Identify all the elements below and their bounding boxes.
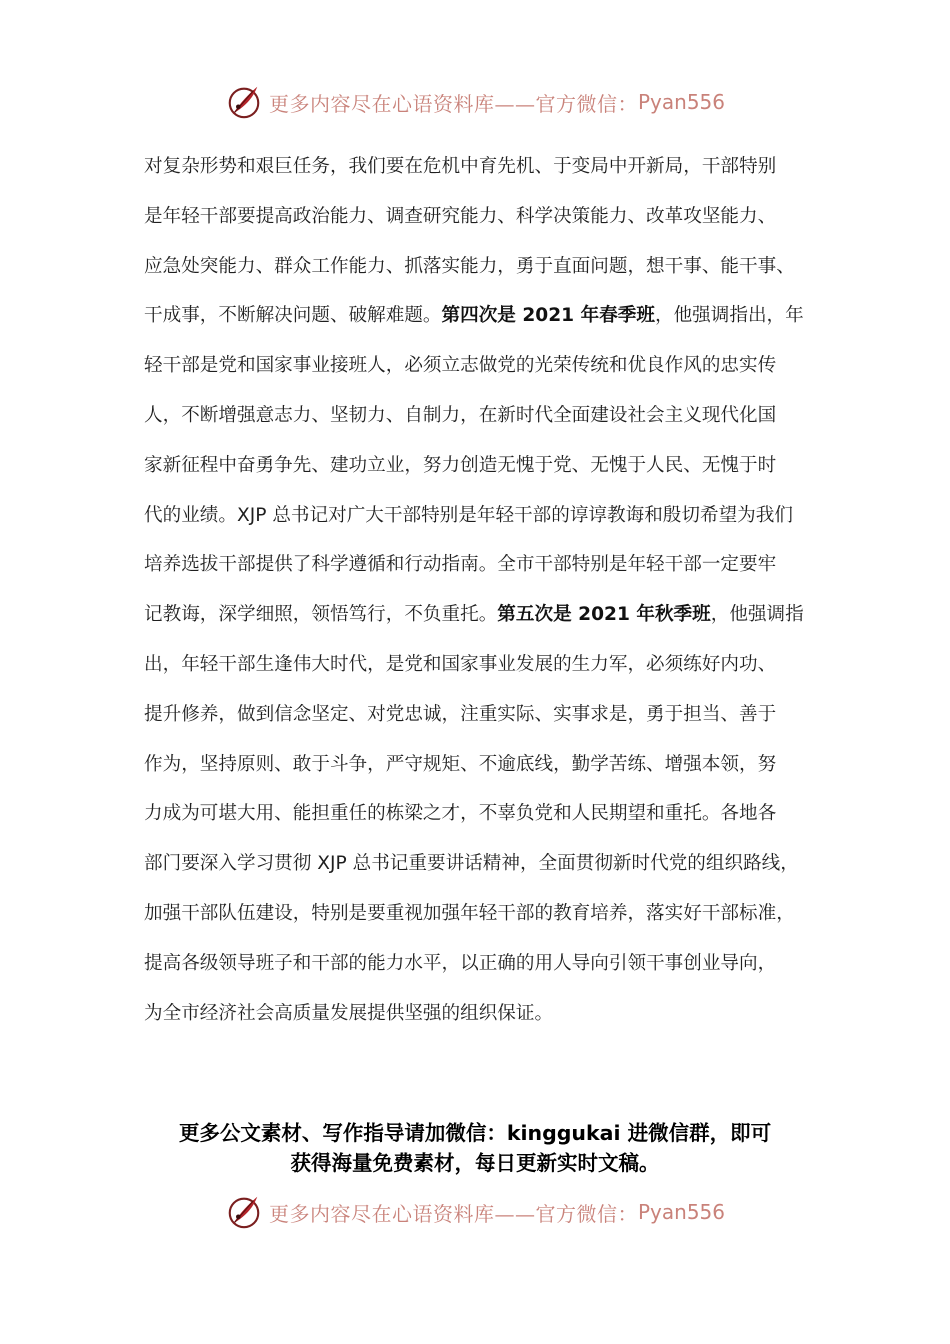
brand-slogan: 更多内容尽在心语资料库——官方微信：: [268, 1201, 638, 1226]
brand-wechat-handle: Pyan556: [637, 1200, 725, 1224]
paragraph-line: [144, 839, 808, 889]
bold-phrase: 第四次是 2021 年春季班: [441, 305, 655, 327]
header-brand: [0, 80, 950, 124]
footer-note: [0, 1118, 950, 1178]
brand-wechat-handle: Pyan556: [637, 90, 725, 114]
paragraph-line: [144, 192, 808, 242]
paragraph-line: [144, 242, 808, 292]
footer-note-line-1: 更多公文素材、写作指导请加微信：kinggukai 进微信群，即可: [178, 1121, 772, 1145]
text-run: 出，年轻干部生逢伟大时代，是党和国家事业发展的生力军，必须练好内功、: [144, 653, 777, 675]
document-body: [144, 142, 808, 1038]
text-run: ，他强调指: [710, 604, 804, 626]
text-run: 家新征程中奋勇争先、建功立业，努力创造无愧于党、无愧于人民、无愧于时: [144, 454, 777, 476]
text-run: 对复杂形势和艰巨任务，我们要在危机中育先机、于变局中开新局，干部特别: [144, 156, 777, 177]
quill-pen-logo-icon: [225, 83, 263, 121]
brand-slogan: 更多内容尽在心语资料库——官方微信：: [268, 91, 638, 116]
paragraph-line: [144, 889, 808, 939]
text-run: 应急处突能力、群众工作能力、抓落实能力，勇于直面问题，想干事、能干事、: [144, 255, 795, 277]
paragraph-line: [144, 640, 808, 690]
paragraph-line: [144, 939, 808, 989]
text-run: 培养选拔干部提供了科学遵循和行动指南。全市干部特别是年轻干部一定要牢: [144, 554, 777, 576]
text-run: 干成事，不断解决问题、破解难题。: [144, 305, 442, 327]
text-run: 轻干部是党和国家事业接班人，必须立志做党的光荣传统和优良作风的忠实传: [144, 355, 777, 377]
text-run: 是年轻干部要提高政治能力、调查研究能力、科学决策能力、改革攻坚能力、: [144, 205, 777, 227]
text-run: 作为，坚持原则、敢于斗争，严守规矩、不逾底线，勤学苦练、增强本领，努: [144, 753, 777, 775]
text-run: 为全市经济社会高质量发展提供坚强的组织保证。: [144, 1002, 554, 1024]
paragraph-line: [144, 491, 808, 541]
paragraph-line: [144, 142, 808, 192]
bold-phrase: 第五次是 2021 年秋季班: [497, 604, 711, 626]
paragraph-line: [144, 989, 808, 1039]
paragraph-line: [144, 540, 808, 590]
text-run: 记教诲，深学细照，领悟笃行，不负重托。: [144, 604, 498, 626]
text-run: ，他强调指出，年: [654, 305, 804, 327]
footer-note-line-2: 获得海量免费素材，每日更新实时文稿。: [290, 1151, 660, 1175]
paragraph-line: [144, 789, 808, 839]
text-run: 提高各级领导班子和干部的能力水平，以正确的用人导向引领干事创业导向，: [144, 952, 777, 974]
text-run: 部门要深入学习贯彻 XJP 总书记重要讲话精神，全面贯彻新时代党的组织路线，: [144, 853, 799, 875]
text-run: 代的业绩。XJP 总书记对广大干部特别是年轻干部的谆谆教诲和殷切希望为我们: [144, 504, 793, 526]
quill-pen-logo-icon: [225, 1193, 263, 1231]
text-run: 人，不断增强意志力、坚韧力、自制力，在新时代全面建设社会主义现代化国: [144, 404, 777, 426]
paragraph-line: [144, 590, 808, 640]
paragraph-line: [144, 740, 808, 790]
text-run: 提升修养，做到信念坚定、对党忠诚，注重实际、实事求是，勇于担当、善于: [144, 703, 777, 725]
footer-brand: [0, 1190, 950, 1234]
paragraph-line: [144, 690, 808, 740]
paragraph-line: [144, 441, 808, 491]
text-run: 加强干部队伍建设，特别是要重视加强年轻干部的教育培养，落实好干部标准，: [144, 902, 795, 924]
paragraph-line: [144, 341, 808, 391]
paragraph-line: [144, 391, 808, 441]
text-run: 力成为可堪大用、能担重任的栋梁之才，不辜负党和人民期望和重托。各地各: [144, 803, 777, 825]
paragraph-line: [144, 291, 808, 341]
